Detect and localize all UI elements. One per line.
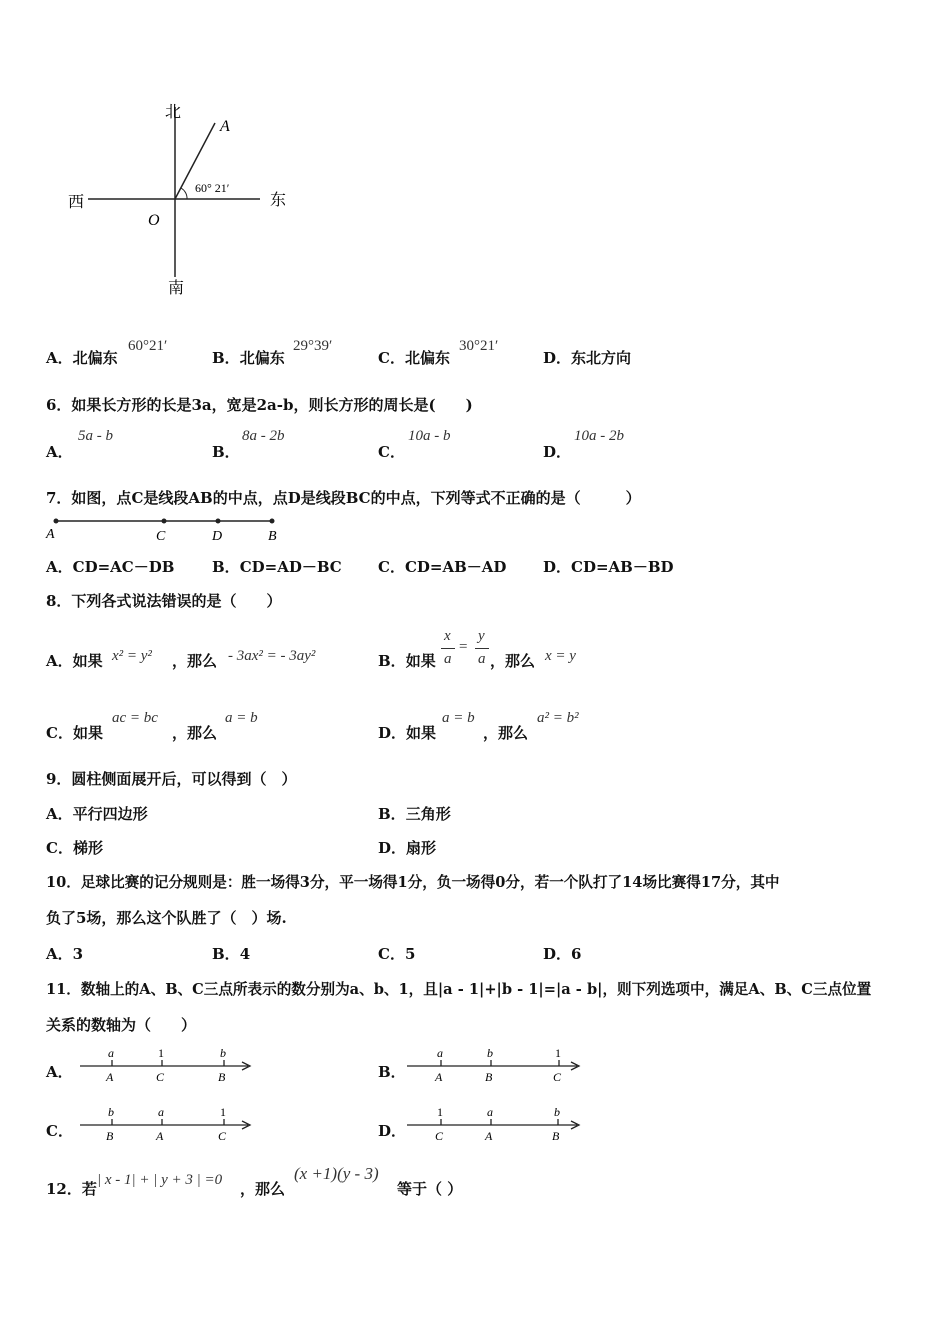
bottom-label: B	[485, 1070, 493, 1084]
q7-option-b[interactable]	[212, 556, 342, 577]
q5-a-math: 60°21′	[128, 338, 168, 354]
q8-c-if: 如果	[72, 724, 103, 742]
q10-option-c[interactable]	[378, 943, 415, 964]
q6-stem: 6．如果长方形的长是3a，宽是2a-b，则长方形的周长是( )	[46, 396, 473, 414]
q7-stem: 7．如图，点C是线段AB的中点，点D是线段BC的中点，下列等式不正确的是（ ）	[46, 489, 641, 507]
q8-a-cond: x² = y²	[112, 648, 152, 664]
q9-a-text: 平行四边形	[72, 805, 148, 823]
q8-c-cond: ac = bc	[112, 710, 158, 726]
q7-option-d[interactable]	[543, 556, 674, 577]
q11-d-letter[interactable]: D．	[378, 1122, 407, 1140]
q12-mid: ，那么	[240, 1180, 286, 1198]
q5-b-text: 北偏东	[239, 349, 285, 367]
q11-a-number-line	[78, 1045, 258, 1087]
q10-option-d[interactable]	[543, 943, 581, 964]
q5-d-text: 东北方向	[571, 349, 632, 367]
q9-option-c[interactable]	[46, 837, 103, 858]
east-label: 东	[270, 192, 287, 209]
q6-c-math: 10a - b	[408, 428, 451, 444]
bottom-label: C	[553, 1070, 562, 1084]
q8-option-d[interactable]	[378, 722, 436, 743]
top-label: b	[554, 1105, 560, 1119]
q8-d-cond: a = b	[442, 710, 475, 726]
q8-d-res: a² = b²	[537, 710, 579, 726]
q11-b-letter[interactable]: B．	[378, 1063, 406, 1081]
top-label: a	[487, 1105, 493, 1119]
point-a-label: A	[46, 527, 55, 542]
q6-d-math: 10a - 2b	[574, 428, 624, 444]
top-label: a	[158, 1105, 164, 1119]
q9-stem: 9．圆柱侧面展开后，可以得到（ ）	[46, 770, 297, 788]
q5-d-letter: D．	[543, 349, 572, 367]
q10-option-a[interactable]	[46, 943, 83, 964]
bottom-label: A	[156, 1129, 164, 1143]
q7-a-text: CD=AC－DB	[72, 558, 175, 576]
q11-b-number-line	[405, 1045, 585, 1087]
q5-option-b[interactable]	[212, 347, 285, 368]
top-label: b	[220, 1046, 226, 1060]
bottom-label: A	[435, 1070, 443, 1084]
q5-a-letter: A．	[46, 349, 73, 367]
q5-option-a[interactable]	[46, 347, 118, 368]
bottom-label: B	[218, 1070, 226, 1084]
bottom-label: A	[485, 1129, 493, 1143]
q7-a-letter: A．	[46, 558, 73, 576]
q9-option-a[interactable]	[46, 803, 148, 824]
q11-a-letter[interactable]: A．	[46, 1063, 73, 1081]
q11-d-number-line	[405, 1104, 585, 1146]
bottom-label: A	[106, 1070, 114, 1084]
q12-suffix: 等于（ ）	[397, 1180, 463, 1198]
top-label: a	[437, 1046, 443, 1060]
q9-option-b[interactable]	[378, 803, 451, 824]
q12-prefix: 12．若	[46, 1180, 97, 1198]
q10-d-letter: D．	[543, 945, 572, 963]
q6-d-letter[interactable]: D．	[543, 443, 572, 461]
q10-b-text: 4	[239, 945, 251, 963]
q8-b-res: x = y	[545, 648, 576, 664]
q8-b-letter: B．	[378, 652, 406, 670]
q8-option-c[interactable]	[46, 722, 103, 743]
q5-c-text: 北偏东	[404, 349, 450, 367]
point-b	[270, 519, 275, 524]
fraction-bar	[475, 648, 489, 649]
q7-segment-figure	[42, 512, 292, 544]
q5-b-math: 29°39′	[293, 338, 333, 354]
origin-label: O	[148, 212, 160, 229]
q8-option-a[interactable]	[46, 650, 103, 671]
q5-a-text: 北偏东	[72, 349, 118, 367]
q9-option-d[interactable]	[378, 837, 436, 858]
q10-option-b[interactable]	[212, 943, 250, 964]
q9-b-letter: B．	[378, 805, 406, 823]
q10-c-letter: C．	[378, 945, 405, 963]
q8-option-b[interactable]	[378, 650, 436, 671]
q7-option-c[interactable]	[378, 556, 506, 577]
q10-a-text: 3	[72, 945, 84, 963]
q5-c-letter: C．	[378, 349, 405, 367]
bottom-label: B	[106, 1129, 114, 1143]
top-label: b	[108, 1105, 114, 1119]
q8-b-den: a	[444, 651, 452, 667]
q9-d-letter: D．	[378, 839, 407, 857]
angle-arc	[181, 188, 187, 199]
q7-b-text: CD=AD－BC	[239, 558, 342, 576]
q5-option-d[interactable]	[543, 347, 631, 368]
q8-c-then: ，那么	[172, 724, 218, 742]
q5-c-math: 30°21′	[459, 338, 499, 354]
q10-stem-line1: 10．足球比赛的记分规则是：胜一场得3分，平一场得1分，负一场得0分，若一个队打了14场比赛得17分，其中	[46, 874, 780, 891]
bottom-label: C	[156, 1070, 165, 1084]
q6-a-letter[interactable]: A．	[46, 443, 73, 461]
south-label: 南	[168, 280, 185, 297]
top-label: 1	[158, 1046, 164, 1060]
q10-a-letter: A．	[46, 945, 73, 963]
q11-stem-line2: 关系的数轴为（ ）	[46, 1016, 197, 1034]
q8-d-then: ，那么	[483, 724, 529, 742]
equals-sign: =	[459, 639, 468, 655]
q8-c-letter: C．	[46, 724, 73, 742]
q8-a-then: ，那么	[172, 652, 218, 670]
q7-d-letter: D．	[543, 558, 572, 576]
bottom-label: C	[435, 1129, 444, 1143]
q8-b-if: 如果	[405, 652, 436, 670]
q6-b-math: 8a - 2b	[242, 428, 285, 444]
bottom-label: B	[552, 1129, 560, 1143]
q6-b-letter[interactable]: B．	[212, 443, 240, 461]
q9-a-letter: A．	[46, 805, 73, 823]
point-c	[162, 519, 167, 524]
point-d-label: D	[212, 529, 223, 544]
q9-d-text: 扇形	[406, 839, 437, 857]
q8-b-then: ，那么	[490, 652, 536, 670]
q8-a-letter: A．	[46, 652, 73, 670]
top-label: 1	[555, 1046, 561, 1060]
q11-stem-line1: 11．数轴上的A、B、C三点所表示的数分别为a、b、1，且|a - 1|+|b - 1|=|a - b|，则下列选项中，满足A、B、C三点位置	[46, 981, 872, 998]
q9-c-text: 梯形	[72, 839, 103, 857]
point-a-label: A	[220, 118, 230, 135]
q8-b-den2: a	[478, 651, 486, 667]
q8-stem: 8．下列各式说法错误的是（ ）	[46, 592, 282, 610]
q7-c-text: CD=AB－AD	[404, 558, 507, 576]
q5-option-c[interactable]	[378, 347, 450, 368]
top-label: a	[108, 1046, 114, 1060]
q7-c-letter: C．	[378, 558, 405, 576]
q6-a-math: 5a - b	[78, 428, 113, 444]
q5-b-letter: B．	[212, 349, 240, 367]
q8-d-if: 如果	[406, 724, 437, 742]
q8-a-res: - 3ax² = - 3ay²	[228, 648, 316, 664]
west-label: 西	[68, 194, 85, 211]
q10-c-text: 5	[404, 945, 416, 963]
top-label: 1	[220, 1105, 226, 1119]
q12-expression: (x +1)(y - 3)	[294, 1164, 379, 1183]
q7-b-letter: B．	[212, 558, 240, 576]
point-a	[54, 519, 59, 524]
q8-d-letter: D．	[378, 724, 407, 742]
compass-figure	[60, 95, 310, 305]
q9-c-letter: C．	[46, 839, 73, 857]
top-label: 1	[437, 1105, 443, 1119]
q12-condition: | x - 1| + | y + 3 | =0	[97, 1172, 223, 1188]
q8-a-if: 如果	[72, 652, 103, 670]
q7-option-a[interactable]	[46, 556, 174, 577]
q11-c-letter[interactable]: C．	[46, 1122, 73, 1140]
q10-b-letter: B．	[212, 945, 240, 963]
q8-b-num: x	[444, 628, 451, 644]
point-d	[216, 519, 221, 524]
bottom-label: C	[218, 1129, 227, 1143]
top-label: b	[487, 1046, 493, 1060]
fraction-bar	[441, 648, 455, 649]
north-label: 北	[165, 104, 182, 121]
q10-d-text: 6	[571, 945, 582, 963]
q8-b-num2: y	[478, 628, 485, 644]
q10-stem-line2: 负了5场，那么这个队胜了（ ）场.	[46, 909, 287, 927]
q6-c-letter[interactable]: C．	[378, 443, 405, 461]
q7-d-text: CD=AB－BD	[571, 558, 674, 576]
angle-label: 60° 21′	[195, 181, 230, 195]
point-b-label: B	[268, 529, 277, 544]
q11-c-number-line	[78, 1104, 258, 1146]
q9-b-text: 三角形	[405, 805, 451, 823]
point-c-label: C	[156, 529, 166, 544]
q8-c-res: a = b	[225, 710, 258, 726]
